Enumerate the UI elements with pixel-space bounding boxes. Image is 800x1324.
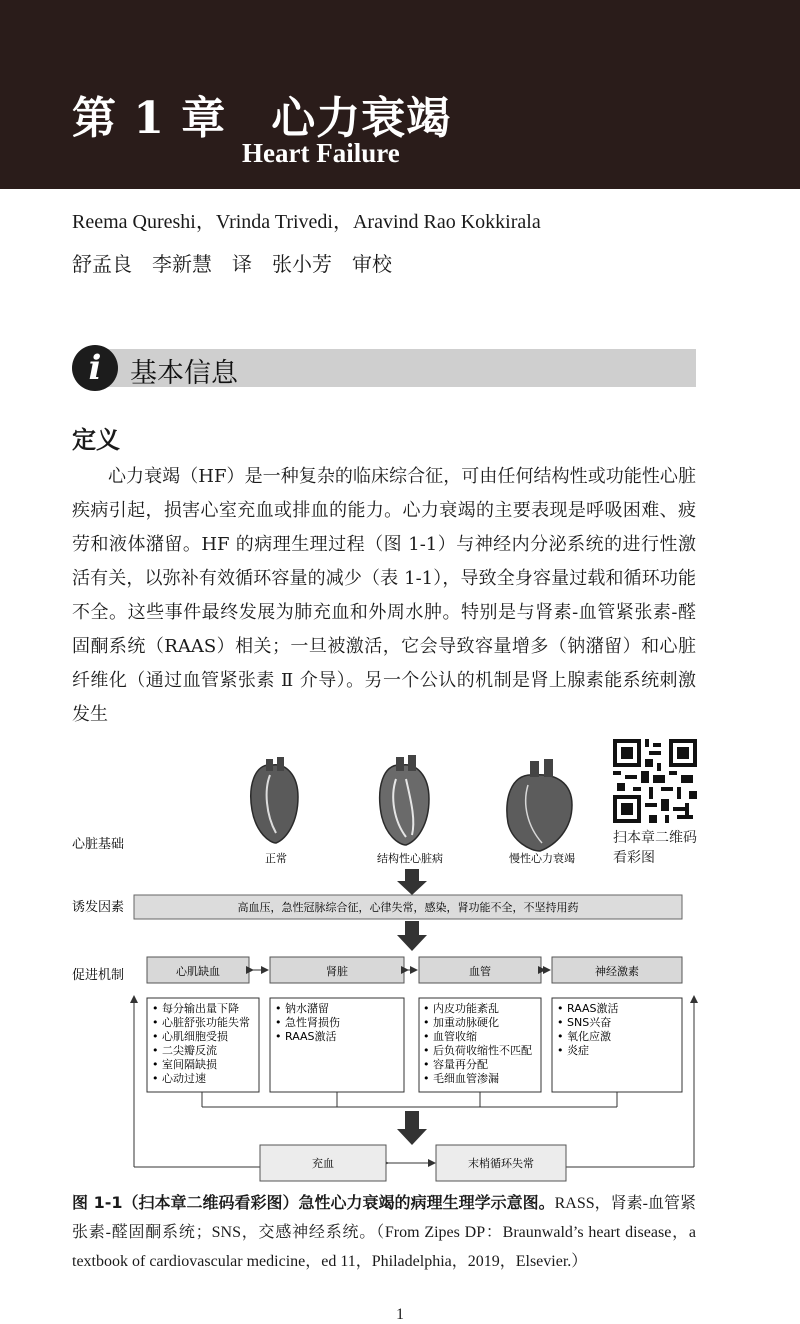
heart-label-structural: 结构性心脏病: [377, 852, 443, 865]
mech2-item: • 钠水潴留: [275, 1002, 329, 1015]
mech4-item: • SNS兴奋: [557, 1016, 612, 1029]
down-arrow-3: [397, 1111, 427, 1145]
mech2-item: • 急性肾损伤: [275, 1016, 340, 1029]
chapter-title: 第 1 章 心力衰竭: [72, 93, 452, 144]
mech2-item: • RAAS激活: [275, 1030, 337, 1043]
page-number: 1: [396, 1306, 404, 1323]
caption-label: 图 1-1（扫本章二维码看彩图）急性心力衰竭的病理生理学示意图。: [72, 1193, 555, 1212]
qr-label: 扫本章二维码看彩图: [613, 830, 697, 866]
figure-caption: [72, 1188, 696, 1276]
mechanism-title-3: 血管: [469, 965, 491, 978]
caption-text: RASS，肾素-血管紧张素-醛固酮系统；SNS，交感神经系统。（From Zipes DP：Braunwald’s heart disease，a textbook of cardiovascular medicine，ed 11，Philadelphia，2019，Elsevier.）: [72, 1195, 696, 1270]
heart-normal-icon: [251, 757, 298, 843]
heart-label-normal: 正常: [265, 852, 287, 865]
heart-chronic-failure-icon: [507, 759, 572, 851]
info-icon: i: [72, 345, 118, 391]
mech3-item: • 内皮功能紊乱: [423, 1002, 499, 1015]
outcome-perfusion: 末梢循环失常: [468, 1157, 534, 1170]
heart-structural-icon: [380, 755, 429, 845]
mech1-item: • 心肌细胞受损: [152, 1030, 228, 1043]
mech1-item: • 心脏舒张功能失常: [152, 1016, 250, 1029]
translators: 舒孟良 李新慧 译 张小芳 审校: [72, 252, 392, 276]
mech1-item: • 心动过速: [152, 1072, 206, 1085]
row-label-triggers: 诱发因素: [72, 900, 125, 915]
mech3-item: • 容量再分配: [423, 1058, 488, 1071]
info-section-title: 基本信息: [130, 358, 238, 389]
outcome-congestion: 充血: [312, 1157, 334, 1170]
mech3-item: • 后负荷收缩性不匹配: [423, 1044, 532, 1057]
authors: Reema Qureshi，Vrinda Trivedi，Aravind Rao Kokkirala: [72, 211, 541, 233]
body-paragraph: 心力衰竭（HF）是一种复杂的临床综合征，可由任何结构性或功能性心脏疾病引起，损害心室充血或排血的能力。心力衰竭的主要表现是呼吸困难、疲劳和液体潴留。HF 的病理生理过程（图 1-1）与神经内分泌系统的进行性激活有关，以弥补有效循环容量的减少（表 1-1），导致全身容量过载和循环功能不全。这些事件最终发展为肺充血和外周水肿。特别是与肾素-血管紧张素-醛固酮系统（RAAS）相关；一旦被激活，它会导致容量增多（钠潴留）和心脏纤维化（通过血管紧张素 Ⅱ 介导）。另一个公认的机制是肾上腺素能系统刺激发生: [72, 466, 696, 725]
trigger-text: 高血压，急性冠脉综合征，心律失常，感染，肾功能不全，不坚持用药: [237, 901, 579, 914]
section-title: 定义: [72, 426, 120, 454]
pathophysiology-diagram: [72, 735, 700, 1185]
mech3-item: • 血管收缩: [423, 1030, 477, 1043]
mechanism-title-1: 心肌缺血: [176, 965, 220, 978]
row-label-mechanisms: 促进机制: [72, 968, 125, 983]
qr-code-icon: [613, 739, 697, 823]
chapter-header: [0, 0, 800, 189]
mech1-item: • 每分输出量下降: [152, 1002, 239, 1015]
mechanism-title-2: 肾脏: [326, 965, 348, 978]
mech3-item: • 加重动脉硬化: [423, 1016, 499, 1029]
figure-1-1: [72, 735, 700, 1185]
chapter-english-title: Heart Failure: [242, 138, 400, 168]
mech1-item: • 二尖瓣反流: [152, 1044, 217, 1057]
info-section-banner: [72, 345, 696, 389]
mech4-item: • RAAS激活: [557, 1002, 619, 1015]
row-label-basis: 心脏基础: [72, 837, 125, 852]
mech3-item: • 毛细血管渗漏: [423, 1072, 499, 1085]
down-arrow-2: [397, 921, 427, 951]
mechanism-title-4: 神经激素: [595, 965, 639, 978]
mech4-item: • 炎症: [557, 1044, 589, 1057]
down-arrow-1: [397, 869, 427, 895]
heart-label-chronic: 慢性心力衰竭: [509, 852, 575, 865]
mech4-item: • 氧化应激: [557, 1030, 611, 1043]
mech1-item: • 室间隔缺损: [152, 1058, 217, 1071]
